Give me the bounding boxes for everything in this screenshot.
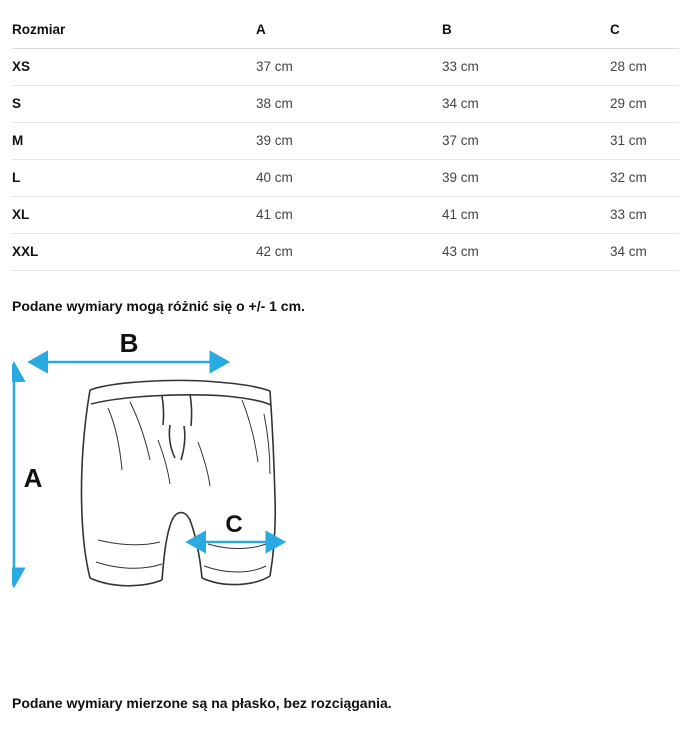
cell-a: 42 cm xyxy=(256,234,442,271)
column-header-rozmiar: Rozmiar xyxy=(12,12,256,49)
flat-measure-note: Podane wymiary mierzone są na płasko, bez rozciągania. xyxy=(12,695,392,711)
cell-size: S xyxy=(12,86,256,123)
cell-c: 29 cm xyxy=(610,86,679,123)
label-c: C xyxy=(225,511,243,538)
cell-size: M xyxy=(12,123,256,160)
label-a: A xyxy=(23,463,43,493)
table-row xyxy=(12,123,679,160)
tolerance-note: Podane wymiary mogą różnić się o +/- 1 cm. xyxy=(12,298,305,314)
table-row xyxy=(12,197,679,234)
cell-a: 41 cm xyxy=(256,197,442,234)
table-body xyxy=(12,49,679,271)
cell-a: 39 cm xyxy=(256,123,442,160)
cell-c: 31 cm xyxy=(610,123,679,160)
cell-a: 37 cm xyxy=(256,49,442,86)
column-header-c: C xyxy=(610,12,679,49)
label-b: B xyxy=(119,330,139,358)
cell-c: 34 cm xyxy=(610,234,679,271)
cell-c: 32 cm xyxy=(610,160,679,197)
cell-size: L xyxy=(12,160,256,197)
cell-b: 43 cm xyxy=(442,234,610,271)
cell-b: 33 cm xyxy=(442,49,610,86)
table-head xyxy=(12,12,679,49)
shorts-outline xyxy=(81,380,275,585)
table-header-row xyxy=(12,12,679,49)
size-table xyxy=(12,12,679,271)
cell-b: 41 cm xyxy=(442,197,610,234)
cell-size: XXL xyxy=(12,234,256,271)
table-row xyxy=(12,160,679,197)
size-chart-page xyxy=(0,12,691,729)
cell-b: 37 cm xyxy=(442,123,610,160)
table-row xyxy=(12,49,679,86)
cell-a: 40 cm xyxy=(256,160,442,197)
cell-size: XL xyxy=(12,197,256,234)
column-header-a: A xyxy=(256,12,442,49)
table-row xyxy=(12,234,679,271)
cell-b: 34 cm xyxy=(442,86,610,123)
shorts-measurement-illustration xyxy=(12,330,412,650)
cell-b: 39 cm xyxy=(442,160,610,197)
table-row xyxy=(12,86,679,123)
cell-a: 38 cm xyxy=(256,86,442,123)
cell-size: XS xyxy=(12,49,256,86)
cell-c: 28 cm xyxy=(610,49,679,86)
shorts-diagram xyxy=(12,330,679,660)
cell-c: 33 cm xyxy=(610,197,679,234)
column-header-b: B xyxy=(442,12,610,49)
